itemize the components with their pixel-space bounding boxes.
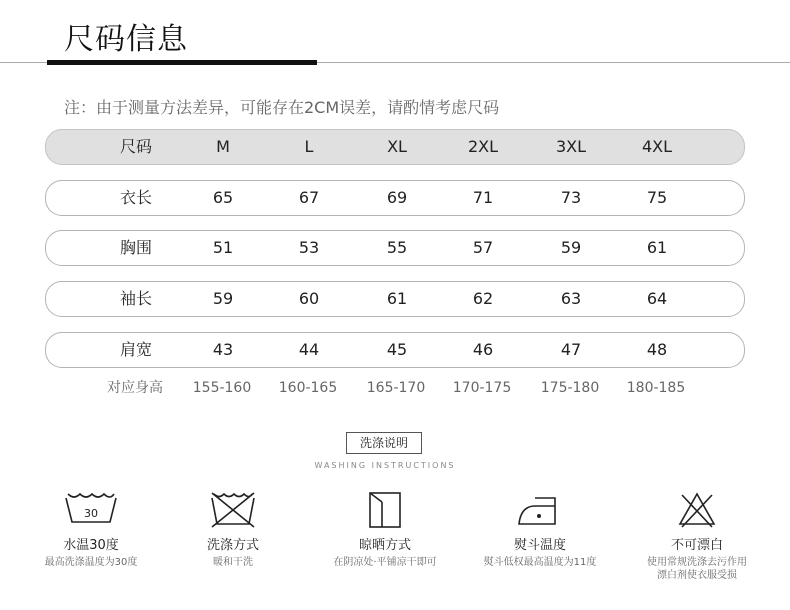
care-name: 熨斗温度: [513, 538, 566, 553]
size-cell: 61: [386, 289, 408, 308]
care-desc: 熨斗低权最高温度为11度: [483, 557, 597, 568]
size-cell: 71: [472, 188, 494, 207]
size-cell: 3XL: [555, 137, 587, 156]
size-cell: 59: [212, 289, 234, 308]
row-label: 衣长: [119, 188, 152, 207]
size-cell: 60: [298, 289, 320, 308]
size-cell: 175-180: [540, 380, 600, 396]
title-underline-bar: [47, 60, 317, 65]
size-cell: 48: [646, 340, 668, 359]
size-cell: 45: [386, 340, 408, 359]
size-cell: 67: [298, 188, 320, 207]
table-row: [45, 332, 745, 368]
size-cell: 180-185: [626, 380, 686, 396]
size-cell: 43: [212, 340, 234, 359]
size-cell: 62: [472, 289, 494, 308]
size-cell: M: [216, 137, 230, 156]
table-header-row: [45, 129, 745, 165]
size-cell: 46: [472, 340, 494, 359]
size-cell: XL: [387, 137, 407, 156]
care-item-wash-method: [158, 490, 308, 569]
care-desc: 暖和干洗: [213, 557, 253, 568]
row-label: 对应身高: [107, 380, 163, 396]
care-name: 晾晒方式: [358, 538, 411, 553]
size-cell: 2XL: [467, 137, 499, 156]
care-name: 水温30度: [63, 538, 119, 553]
size-cell: 53: [298, 238, 320, 257]
care-name: 不可漂白: [670, 538, 723, 553]
size-cell: 57: [472, 238, 494, 257]
no-machine-wash-icon: [204, 490, 262, 530]
size-cell: 44: [298, 340, 320, 359]
height-row: [45, 371, 743, 405]
page-title: 尺码信息: [64, 22, 188, 57]
table-row: [45, 180, 745, 216]
care-item-bleach: [622, 490, 772, 582]
size-cell: 165-170: [366, 380, 426, 396]
care-item-drying: [310, 490, 460, 569]
size-cell: 170-175: [452, 380, 512, 396]
size-cell: 59: [560, 238, 582, 257]
table-row: [45, 230, 745, 266]
row-label: 尺码: [119, 137, 152, 156]
care-item-ironing: [465, 490, 615, 569]
size-cell: 155-160: [192, 380, 252, 396]
size-cell: 65: [212, 188, 234, 207]
iron-low-icon: [511, 490, 569, 530]
size-note: 注：由于测量方法差异，可能存在2CM误差，请酌情考虑尺码: [64, 98, 500, 117]
care-name: 洗涤方式: [206, 538, 259, 553]
size-cell: 51: [212, 238, 234, 257]
row-label: 肩宽: [119, 340, 152, 359]
shade-dry-icon: [356, 490, 414, 530]
no-bleach-icon: [668, 490, 726, 530]
size-cell: 73: [560, 188, 582, 207]
washing-subtitle: WASHING INSTRUCTIONS: [314, 461, 456, 470]
size-cell: L: [304, 137, 314, 156]
wash-temp-text: 30: [84, 507, 98, 520]
row-label: 袖长: [119, 289, 152, 308]
size-cell: 160-165: [278, 380, 338, 396]
care-item-wash-temp: [16, 490, 166, 569]
size-cell: 75: [646, 188, 668, 207]
size-cell: 69: [386, 188, 408, 207]
washing-label: 洗涤说明: [346, 432, 422, 454]
size-cell: 4XL: [641, 137, 673, 156]
wash-30-icon: [62, 490, 120, 530]
size-cell: 64: [646, 289, 668, 308]
size-cell: 55: [386, 238, 408, 257]
row-label: 胸围: [119, 238, 152, 257]
size-cell: 63: [560, 289, 582, 308]
size-cell: 61: [646, 238, 668, 257]
care-desc: 在阴凉处·平铺凉干即可: [333, 557, 437, 568]
size-cell: 47: [560, 340, 582, 359]
care-desc: 最高洗涤温度为30度: [44, 557, 138, 568]
care-desc: 使用常规洗涤去污作用: [647, 557, 747, 568]
care-desc-line2: 漂白剂使衣服受损: [657, 570, 737, 581]
table-row: [45, 281, 745, 317]
